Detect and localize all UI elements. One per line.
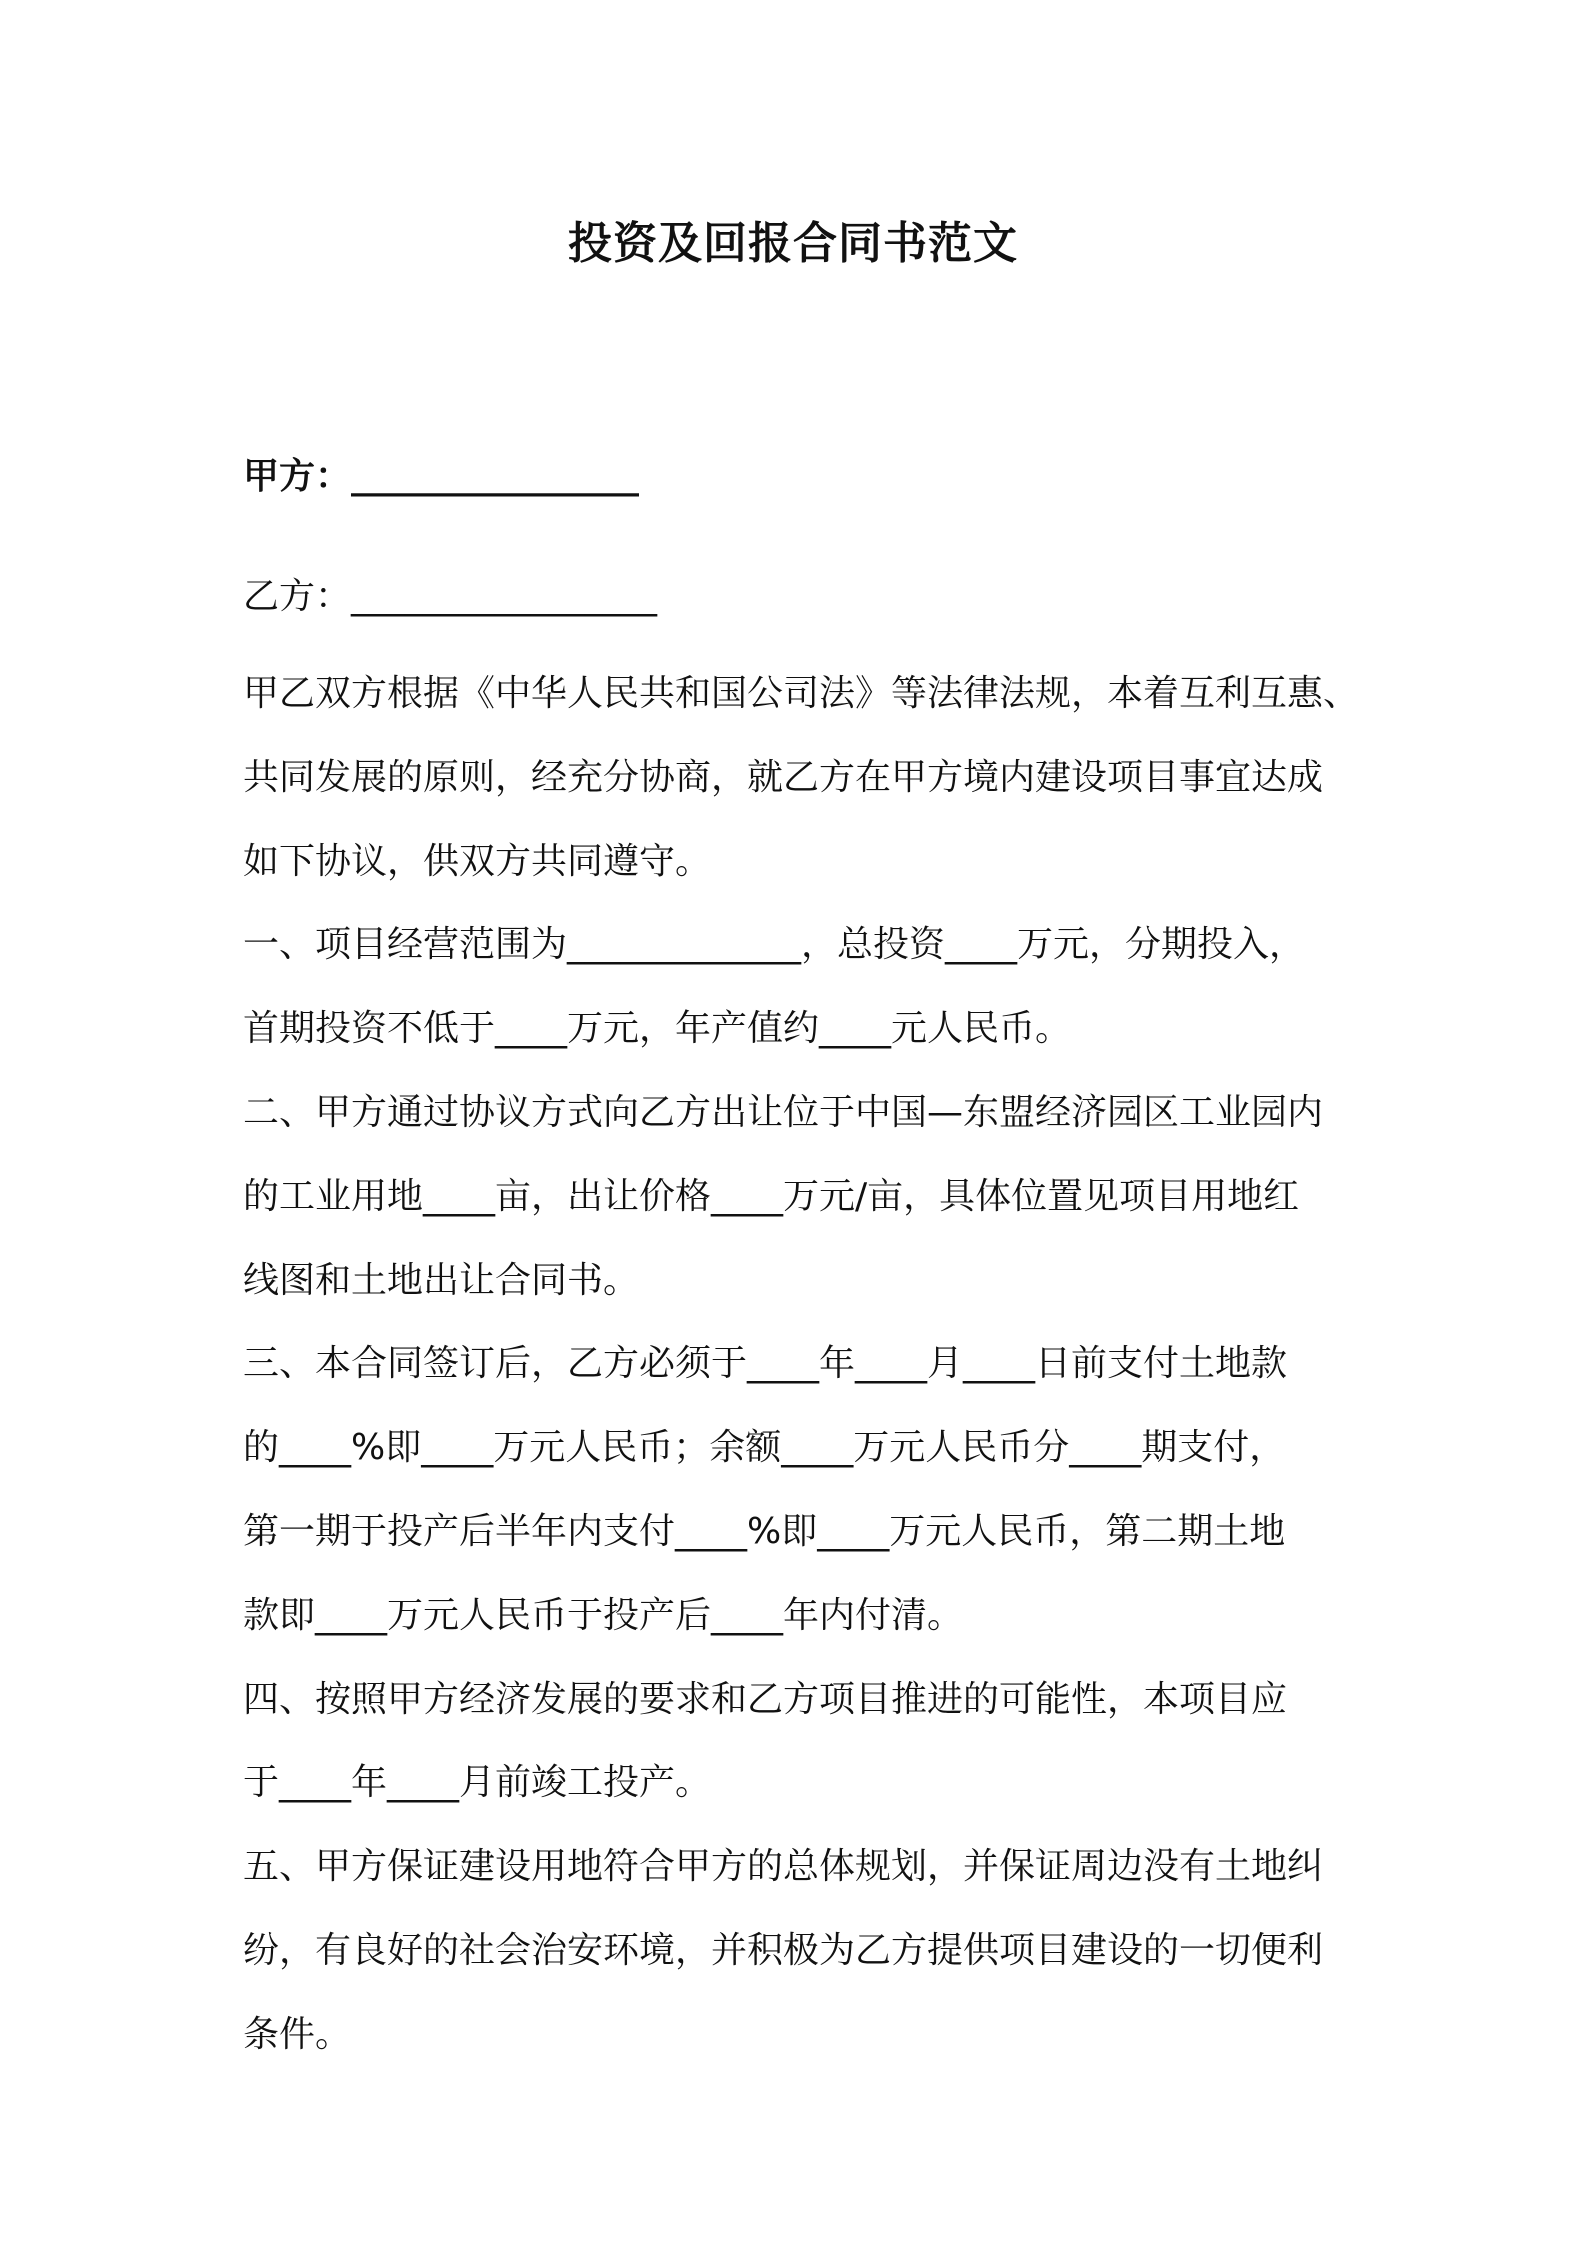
party-a-line: 甲方：________________ <box>243 456 640 497</box>
body-line: 二、甲方通过协议方式向乙方出让位于中国—东盟经济园区工业园内 <box>243 1091 1324 1133</box>
contract-body <box>243 652 1358 2077</box>
body-line: 第一期于投产后半年内支付____%即____万元人民币，第二期土地 <box>243 1510 1286 1552</box>
body-line: 款即____万元人民币于投产后____年内付清。 <box>243 1594 964 1636</box>
body-line: 的工业用地____亩，出让价格____万元/亩，具体位置见项目用地红 <box>243 1175 1300 1217</box>
body-line: 于____年____月前竣工投产。 <box>243 1762 712 1804</box>
body-line: 纷，有良好的社会治安环境，并积极为乙方提供项目建设的一切便利 <box>243 1929 1324 1971</box>
body-line: 一、项目经营范围为_____________，总投资____万元，分期投入， <box>243 924 1306 966</box>
body-line: 条件。 <box>243 2013 352 2055</box>
body-line: 的____%即____万元人民币；余额____万元人民币分____期支付， <box>243 1427 1286 1469</box>
body-line: 首期投资不低于____万元，年产值约____元人民币。 <box>243 1008 1072 1050</box>
body-line: 共同发展的原则，经充分协商，就乙方在甲方境内建设项目事宜达成 <box>243 756 1324 798</box>
body-line: 甲乙双方根据《中华人民共和国公司法》等法律法规，本着互利互惠、 <box>243 673 1360 714</box>
body-line: 五、甲方保证建设用地符合甲方的总体规划，并保证周边没有土地纠 <box>243 1846 1324 1888</box>
party-b-line: 乙方：_________________ <box>243 576 658 617</box>
document-title: 投资及回报合同书范文 <box>568 218 1018 269</box>
body-line: 四、按照甲方经济发展的要求和乙方项目推进的可能性，本项目应 <box>243 1678 1288 1720</box>
body-line: 三、本合同签订后，乙方必须于____年____月____日前支付土地款 <box>243 1343 1288 1385</box>
body-line: 如下协议，供双方共同遵守。 <box>243 840 712 882</box>
body-line: 线图和土地出让合同书。 <box>243 1259 640 1301</box>
